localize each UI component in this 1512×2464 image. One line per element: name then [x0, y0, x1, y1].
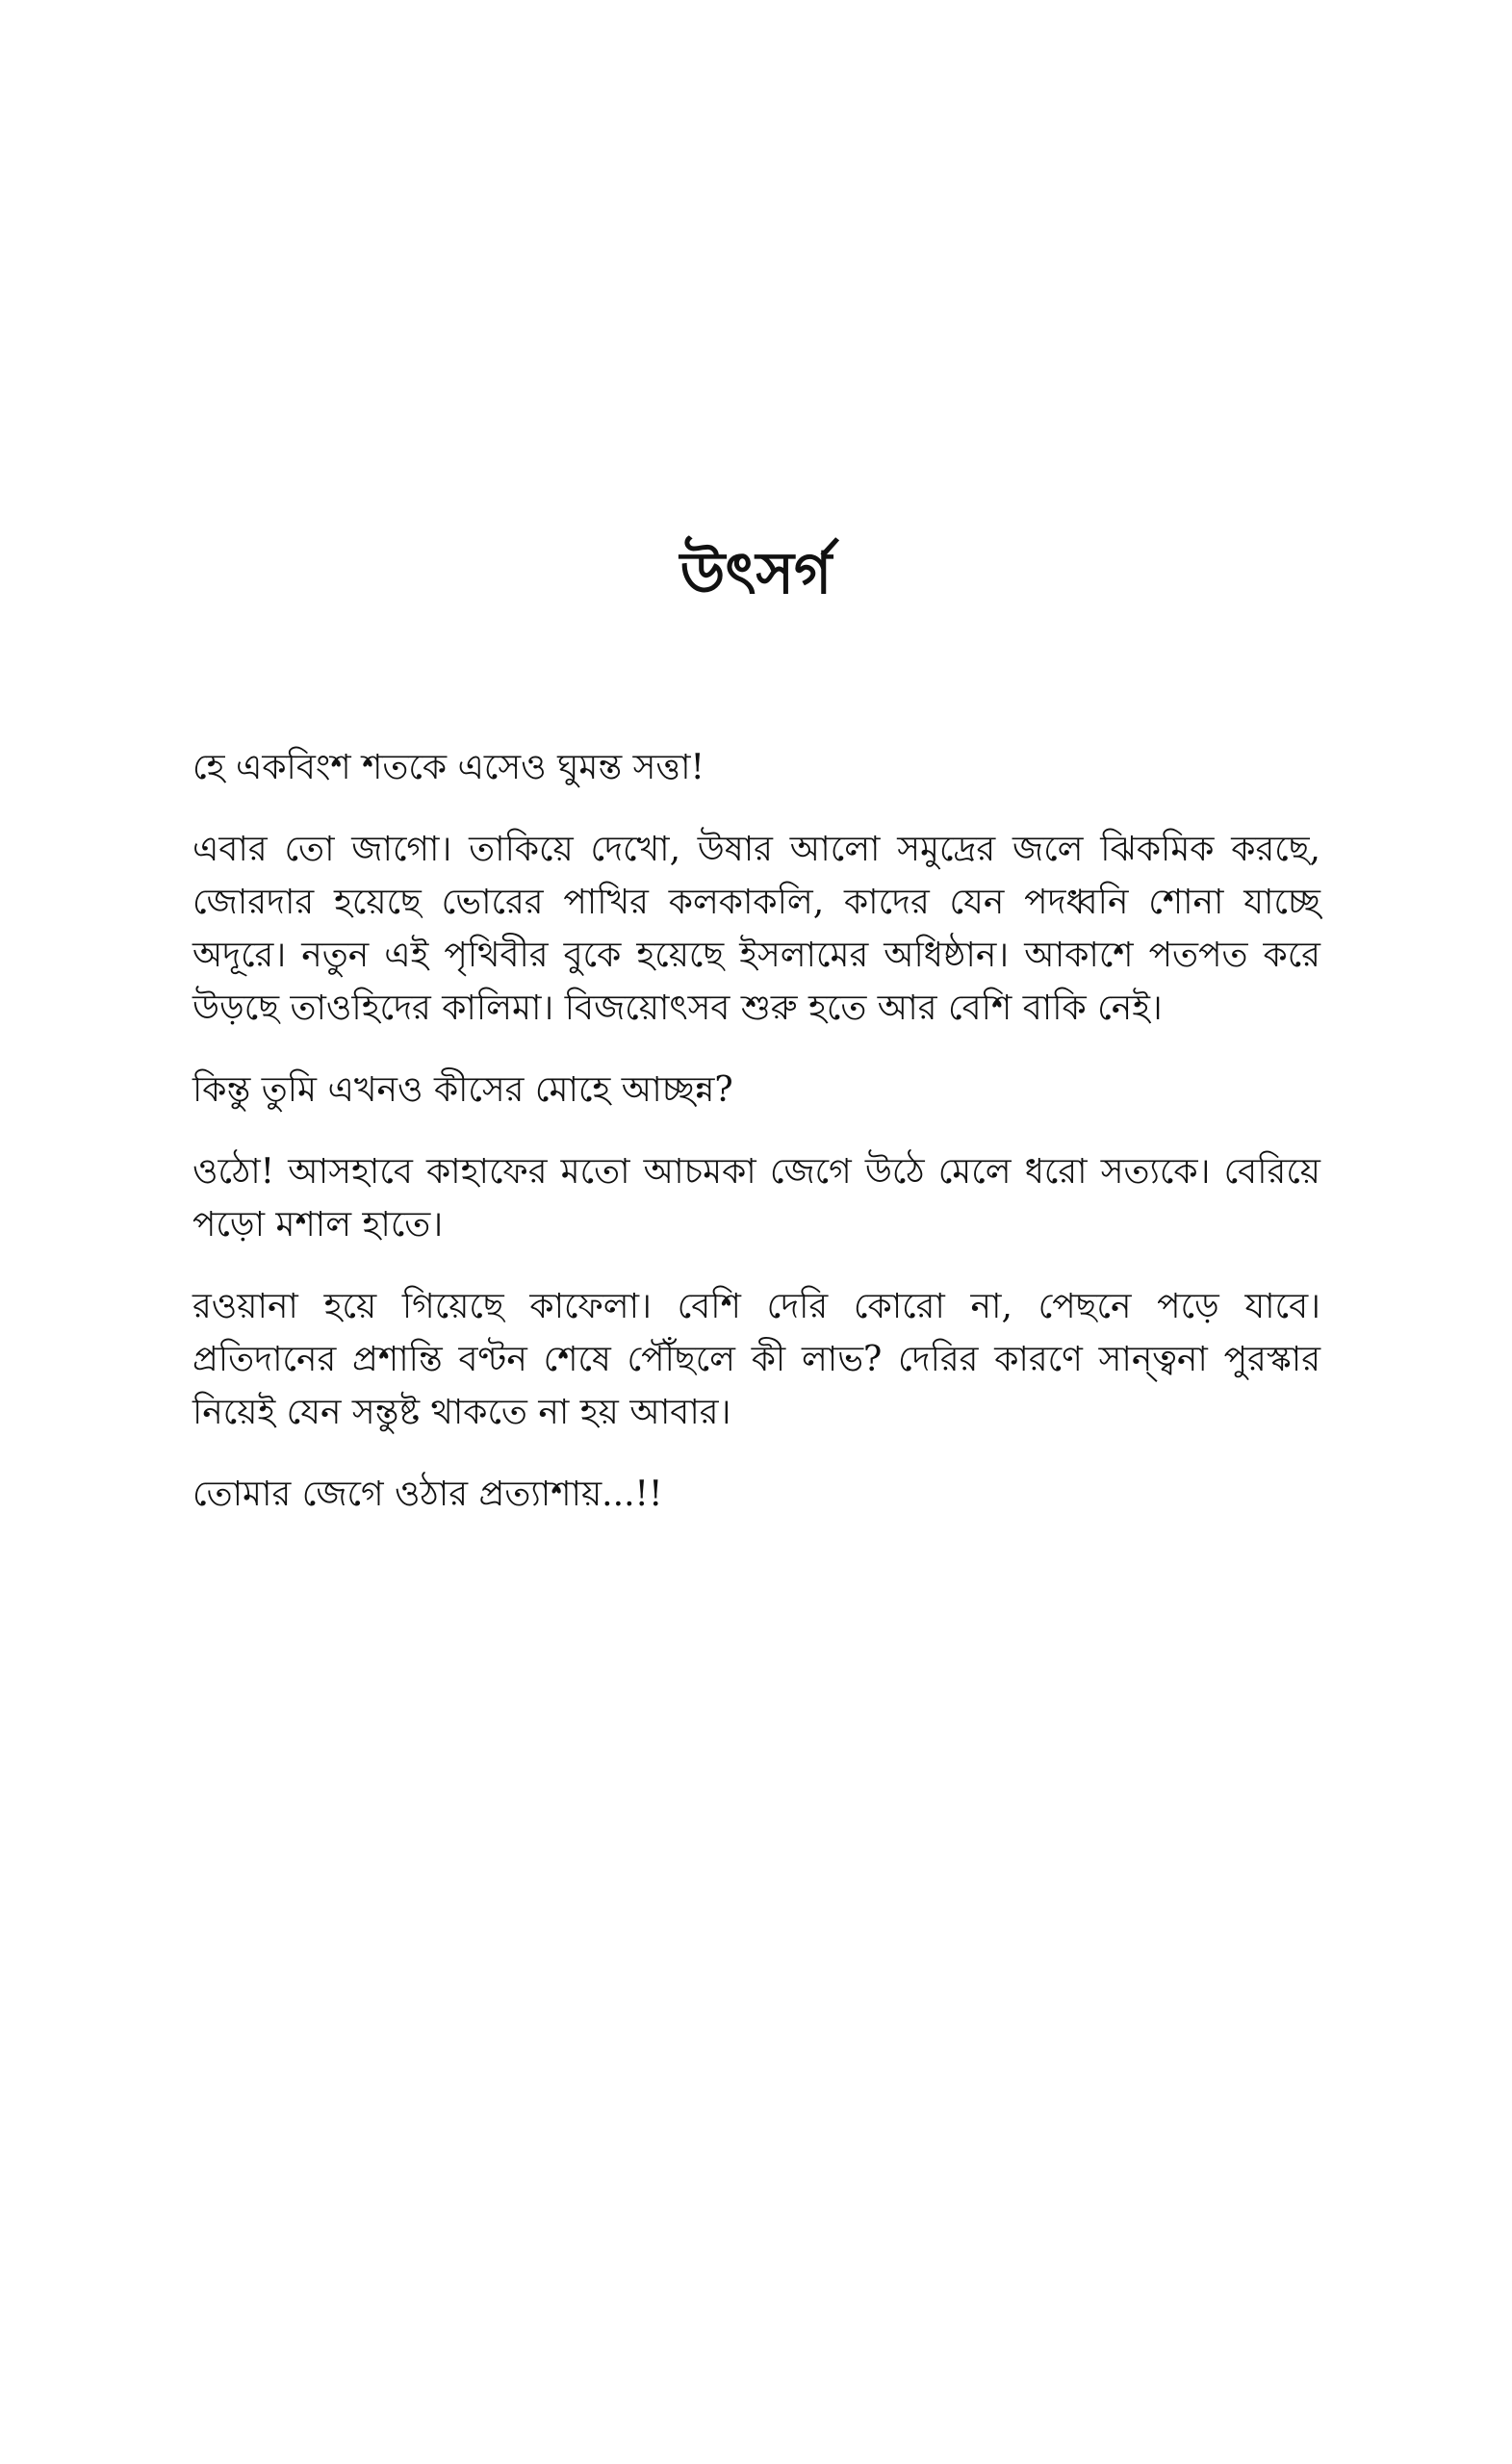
dedication-body — [192, 741, 1320, 1550]
paragraph: তোমার জেগে ওঠার প্রত্যাশায়...!! — [192, 1475, 663, 1514]
paragraph: রওয়ানা হয়ে গিয়েছে কাফেলা। বেশি দেরি কোরো না, পেছনে পড়ে যাবে। প্রতিদানের প্রশান্তি বণ্টন শেষে পৌঁছলে কী লাভ? দেরির কারণে সান্ত্বনা পুরস্কার নিয়েই যেন সন্তুষ্ট থাকতে না হয় আবার। — [192, 1287, 1320, 1432]
page-title: উৎসর্গ — [679, 540, 833, 607]
paragraph: ওঠো! আসহাবে কাহাফের মতো আচমকা জেগে উঠে মেলে ধরো সত্যকে। বেরিয়ে পড়ো মশাল হাতে। — [192, 1152, 1320, 1245]
paragraph: কিন্তু তুমি এখনও কীসের মোহে আচ্ছন্ন? — [192, 1070, 733, 1110]
paragraph: এবার তো জাগো। তাকিয়ে দেখো, উষার আলো সমুদ্রের জলে ঝিকমিক করছে, জোরদার হয়েছে ভোরের পাখির কলকাকলি, কাদের যেন পদধ্বনি শোনা যাচ্ছে অদূরে। নতুন এই পৃথিবীর বুকে হয়েছে ইসলামের অধিষ্ঠান। আকাশে পতপত করে উড়ছে তাওহিদের কালিমা। বিজয়োৎসব শুরু হতে আর বেশি বাকি নেই। — [192, 830, 1320, 1028]
paragraph: হে একবিংশ শতকে এসেও ঘুমন্ত সত্তা! — [192, 748, 705, 787]
